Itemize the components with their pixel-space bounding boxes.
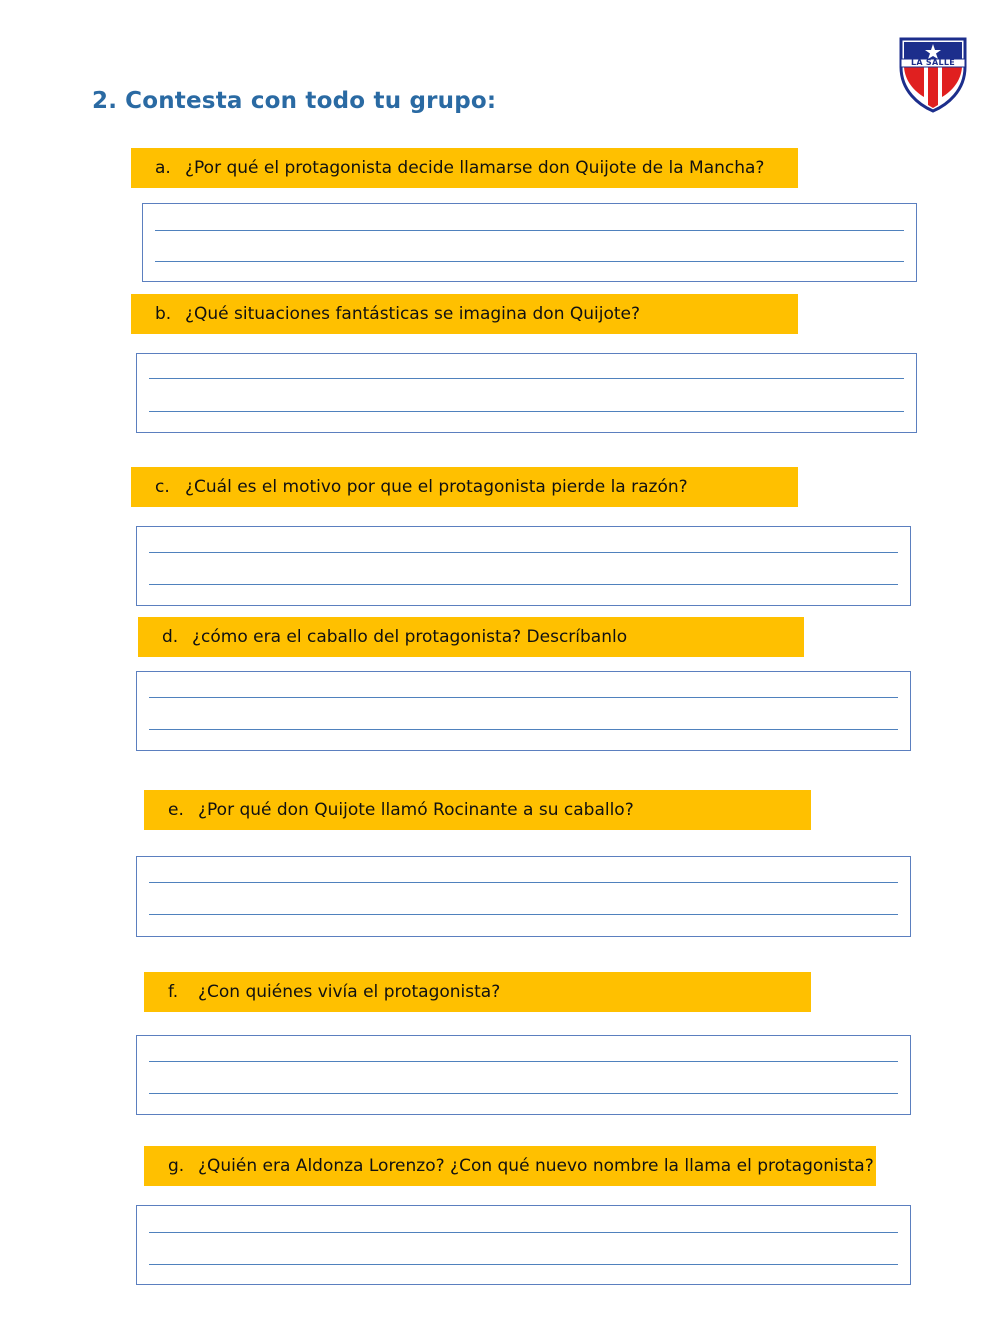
answer-line[interactable] — [149, 584, 898, 585]
logo-text: LA SALLE — [910, 58, 956, 67]
heading-text: Contesta con todo tu grupo: — [125, 88, 497, 114]
question-a — [131, 148, 798, 188]
answer-line[interactable] — [149, 729, 898, 730]
question-text: ¿Con quiénes vivía el protagonista? — [198, 982, 501, 1002]
answer-box-f[interactable] — [136, 1035, 911, 1115]
answer-line[interactable] — [149, 697, 898, 698]
answer-line[interactable] — [149, 1061, 898, 1062]
answer-line[interactable] — [149, 1093, 898, 1094]
answer-line[interactable] — [149, 378, 904, 379]
question-text: ¿Qué situaciones fantásticas se imagina don Quijote? — [185, 304, 641, 324]
question-text: ¿Por qué don Quijote llamó Rocinante a su caballo? — [198, 800, 634, 820]
question-b — [131, 294, 798, 334]
answer-box-a[interactable] — [142, 203, 917, 282]
answer-line[interactable] — [149, 1264, 898, 1265]
question-text: ¿cómo era el caballo del protagonista? Descríbanlo — [192, 627, 628, 647]
answer-box-c[interactable] — [136, 526, 911, 606]
answer-line[interactable] — [149, 411, 904, 412]
answer-line[interactable] — [149, 552, 898, 553]
question-c — [131, 467, 798, 507]
question-text: ¿Quién era Aldonza Lorenzo? ¿Con qué nuevo nombre la llama el protagonista? — [198, 1156, 874, 1176]
question-letter: g. — [168, 1156, 185, 1176]
heading-number: 2. — [92, 88, 118, 114]
answer-box-e[interactable] — [136, 856, 911, 937]
question-letter: f. — [168, 982, 179, 1002]
answer-line[interactable] — [149, 1232, 898, 1233]
question-f — [144, 972, 811, 1012]
question-d — [138, 617, 804, 657]
question-letter: b. — [155, 304, 172, 324]
question-text: ¿Cuál es el motivo por que el protagonista pierde la razón? — [185, 477, 688, 497]
page-heading — [92, 88, 496, 114]
answer-box-d[interactable] — [136, 671, 911, 751]
question-text: ¿Por qué el protagonista decide llamarse don Quijote de la Mancha? — [185, 158, 765, 178]
answer-line[interactable] — [149, 882, 898, 883]
answer-line[interactable] — [155, 261, 904, 262]
question-letter: e. — [168, 800, 184, 820]
la-salle-shield-logo — [897, 33, 969, 113]
answer-line[interactable] — [149, 914, 898, 915]
question-letter: a. — [155, 158, 171, 178]
question-letter: c. — [155, 477, 170, 497]
answer-box-b[interactable] — [136, 353, 917, 433]
answer-box-g[interactable] — [136, 1205, 911, 1285]
question-e — [144, 790, 811, 830]
question-g — [144, 1146, 876, 1186]
question-letter: d. — [162, 627, 179, 647]
answer-line[interactable] — [155, 230, 904, 231]
